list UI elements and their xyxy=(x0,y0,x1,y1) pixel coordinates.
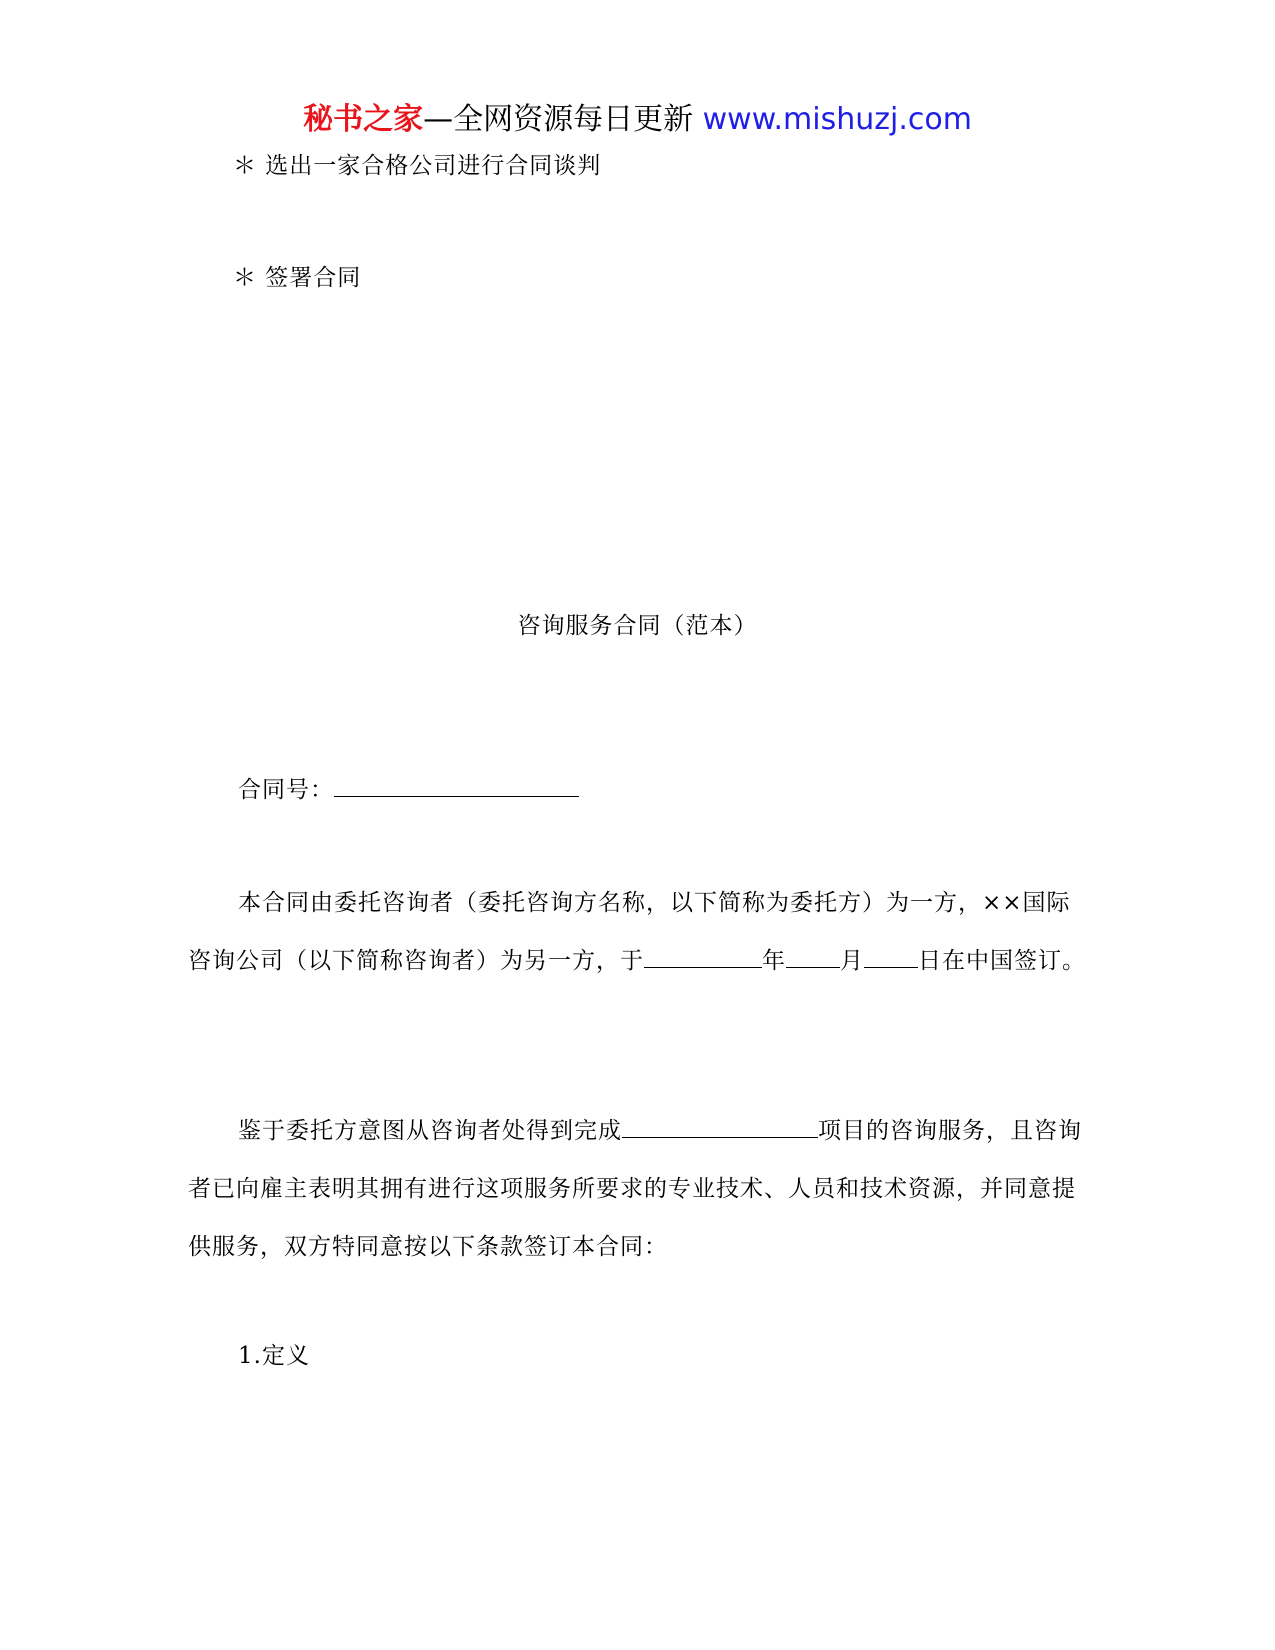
recital-text-end: 项目的咨询服务，且咨询者已向雇主表明其拥有进行这项服务所要求的专业技术、人员和技术资源，并同意提供服务，双方特同意按以下条款签订本合同： xyxy=(188,1118,1082,1260)
contract-number-row xyxy=(238,774,579,805)
banner-slogan: —全网资源每日更新 xyxy=(423,102,703,137)
banner-brand: 秘书之家 xyxy=(303,102,424,137)
document-title: 咨询服务合同（范本） xyxy=(517,613,758,639)
month-label: 月 xyxy=(840,948,864,974)
year-label: 年 xyxy=(762,948,786,974)
recital-text-start: 鉴于委托方意图从咨询者处得到完成 xyxy=(238,1118,622,1144)
paragraph-recital xyxy=(188,1102,1088,1276)
paragraph-parties xyxy=(188,874,1088,990)
bullet-select-company: ＊ 选出一家合格公司进行合同谈判 xyxy=(233,153,602,179)
contract-number-blank[interactable] xyxy=(334,774,579,797)
banner-url-link[interactable]: www.mishuzj.com xyxy=(702,102,972,137)
site-banner xyxy=(0,100,1275,140)
bullet-sign-contract: ＊ 签署合同 xyxy=(233,265,362,291)
contract-number-label: 合同号： xyxy=(238,777,334,803)
year-blank[interactable] xyxy=(644,945,762,968)
day-place-text: 日在中国签订。 xyxy=(918,948,1086,974)
parties-text: 本合同由委托咨询者（委托咨询方名称，以下简称为委托方）为一方，××国际咨询公司（以下简称咨询者）为另一方，于 xyxy=(188,890,1071,974)
month-blank[interactable] xyxy=(786,945,840,968)
day-blank[interactable] xyxy=(864,945,918,968)
project-blank[interactable] xyxy=(622,1115,818,1138)
section-definitions-heading: 1.定义 xyxy=(238,1343,310,1369)
